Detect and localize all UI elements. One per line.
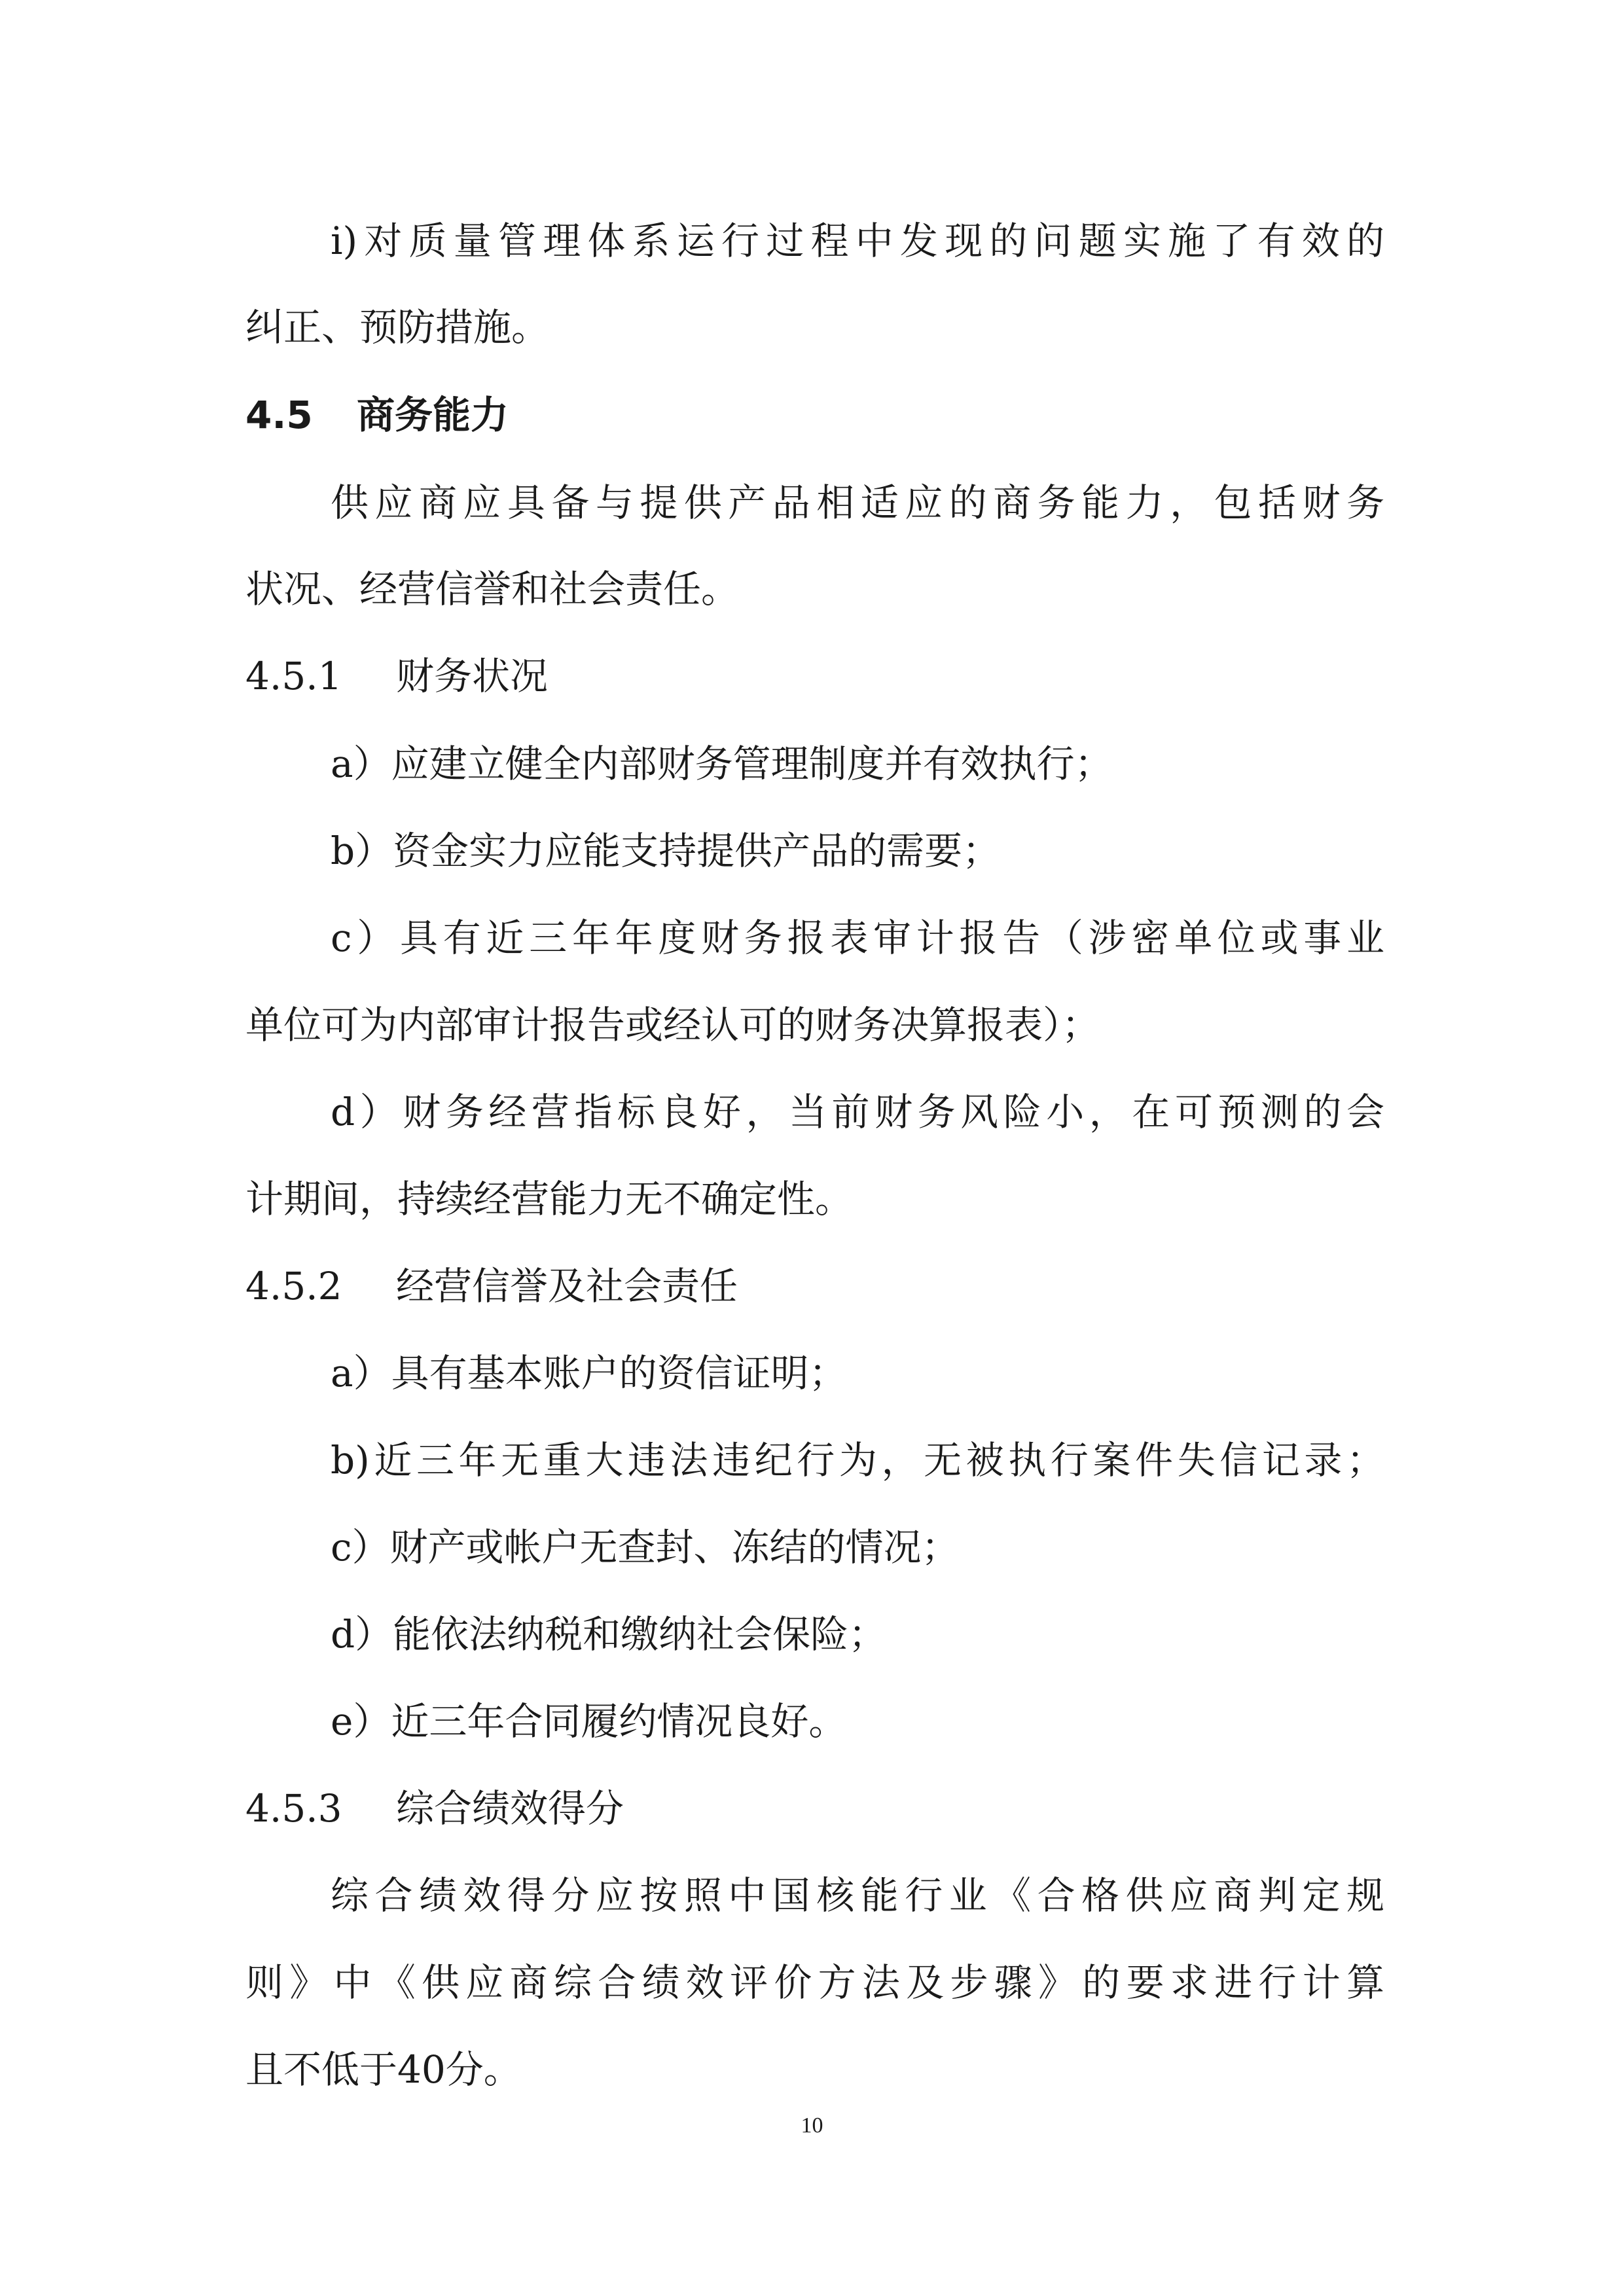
- list-item: [0, 825, 1624, 877]
- subsection-heading: [0, 1260, 1624, 1312]
- section-heading: [0, 389, 1624, 441]
- text-line: [0, 1956, 1624, 2009]
- list-item-text: b）资金实力应能支持提供产品的需要；: [331, 829, 1001, 873]
- list-item: [0, 1347, 1624, 1399]
- list-item: [0, 1608, 1624, 1660]
- list-item: [0, 1521, 1624, 1573]
- subsection-title: 综合绩效得分: [396, 1786, 624, 1831]
- list-item-text: d）能依法纳税和缴纳社会保险；: [331, 1612, 887, 1657]
- list-item-text: a）应建立健全内部财务管理制度并有效执行；: [331, 742, 1113, 786]
- subsection-title: 财务状况: [396, 654, 549, 698]
- list-item-text: c）具有近三年年度财务报表审计报告（涉密单位或事业: [331, 916, 1384, 960]
- subsection-heading: [0, 1782, 1624, 1835]
- text-line: [0, 215, 1624, 267]
- subsection-number: 4.5.1: [245, 654, 342, 698]
- list-item: [0, 1695, 1624, 1748]
- paragraph-text: 纠正、预防措施。: [245, 305, 550, 350]
- list-item: [0, 912, 1624, 964]
- paragraph-text: i)对质量管理体系运行过程中发现的问题实施了有效的: [331, 219, 1384, 263]
- list-item: [0, 1086, 1624, 1138]
- subsection-number: 4.5.3: [245, 1786, 342, 1831]
- text-line: [0, 999, 1624, 1051]
- subsection-number: 4.5.2: [245, 1264, 342, 1308]
- list-item-text: c）财产或帐户无查封、冻结的情况；: [331, 1525, 960, 1570]
- list-item: [0, 1434, 1624, 1486]
- paragraph-text: 供应商应具备与提供产品相适应的商务能力，包括财务: [331, 480, 1384, 525]
- text-line: [0, 1173, 1624, 1225]
- text-line: [0, 301, 1624, 353]
- text-line: [0, 1869, 1624, 1922]
- list-item-text: e）近三年合同履约情况良好。: [331, 1699, 847, 1744]
- list-item: [0, 738, 1624, 790]
- subsection-title: 经营信誉及社会责任: [396, 1264, 738, 1308]
- text-line: [0, 476, 1624, 529]
- paragraph-text: 综合绩效得分应按照中国核能行业《合格供应商判定规: [331, 1873, 1384, 1918]
- section-title: 商务能力: [357, 393, 509, 437]
- text-line: [0, 2043, 1624, 2096]
- page-number: 10: [801, 2113, 823, 2138]
- list-item-text: b)近三年无重大违法违纪行为，无被执行案件失信记录；: [331, 1438, 1384, 1482]
- list-item-text: a）具有基本账户的资信证明；: [331, 1351, 847, 1395]
- list-item-text: 计期间，持续经营能力无不确定性。: [245, 1177, 854, 1221]
- subsection-heading: [0, 650, 1624, 702]
- section-number: 4.5: [245, 393, 313, 437]
- paragraph-text: 状况、经营信誉和社会责任。: [245, 567, 740, 611]
- list-item-text: d）财务经营指标良好，当前财务风险小，在可预测的会: [331, 1090, 1384, 1134]
- paragraph-text: 且不低于40分。: [245, 2047, 522, 2092]
- list-item-text: 单位可为内部审计报告或经认可的财务决算报表）；: [245, 1003, 1100, 1047]
- text-line: [0, 563, 1624, 615]
- paragraph-text: 则》中《供应商综合绩效评价方法及步骤》的要求进行计算: [245, 1960, 1384, 2005]
